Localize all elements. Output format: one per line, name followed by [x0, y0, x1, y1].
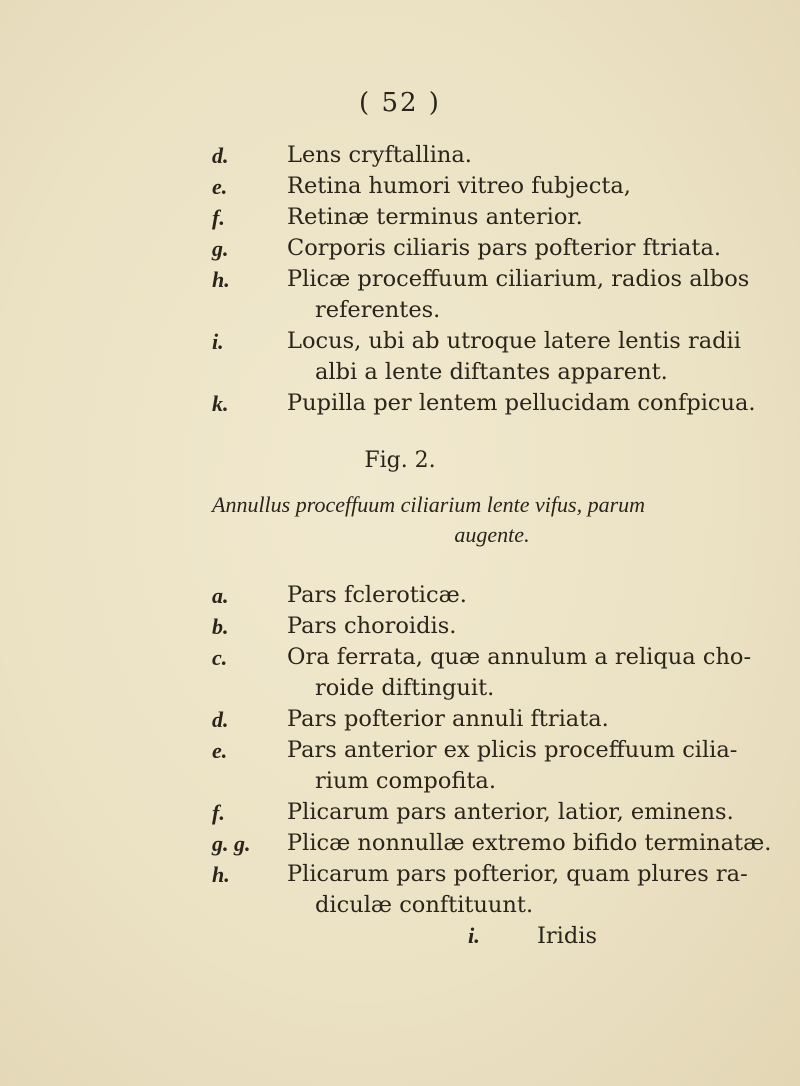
entry-text: [287, 264, 750, 326]
entry-text: [287, 611, 717, 642]
page-number: ( 52 ): [359, 88, 441, 118]
entry-letter: k.: [212, 391, 229, 416]
entry-letter: f.: [212, 800, 225, 825]
entry-letter: e.: [212, 174, 228, 199]
entry-line: Pars pofterior annuli ftriata.: [287, 706, 609, 732]
entry-letter: e.: [212, 738, 228, 763]
entry-letter: h.: [212, 862, 230, 887]
entry-letter: g.: [212, 236, 229, 261]
entry-line: Retinæ terminus anterior.: [287, 204, 583, 230]
entry-text: [287, 797, 734, 828]
entry-line: Plicæ proceffuum ciliarium, radios albos: [287, 266, 750, 292]
entry-letter: b.: [212, 614, 229, 639]
caption-line: Annullus proceffuum ciliarium lente vifus, parum: [212, 492, 646, 517]
entry-text: [287, 202, 717, 233]
entry-line: Pars fcleroticæ.: [287, 582, 467, 608]
entry-text: [287, 233, 722, 264]
entry-text: [287, 326, 741, 388]
entry-line: Plicarum pars anterior, latior, eminens.: [287, 799, 734, 825]
entry-line: Corporis ciliaris pars pofterior ftriata.: [287, 235, 722, 261]
entry-letter: d.: [212, 707, 229, 732]
entry-line: Plicarum pars pofterior, quam plures ra-: [287, 861, 748, 887]
entry-line: referentes.: [315, 297, 441, 323]
entry-letter: i.: [212, 329, 224, 354]
entry-line: roide diftinguit.: [315, 675, 495, 701]
entry-line: Lens cryftallina.: [287, 142, 472, 168]
entry-line: Locus, ubi ab utroque latere lentis radii: [287, 328, 741, 354]
catchword-letter: i.: [468, 923, 480, 948]
entry-line: Pars choroidis.: [287, 613, 457, 639]
entry-text: [287, 859, 748, 921]
entry-line: diculæ conftituunt.: [315, 892, 534, 918]
figure-label: Fig. 2.: [364, 448, 436, 473]
entry-letter: f.: [212, 205, 225, 230]
entry-line: Retina humori vitreo fubjecta,: [287, 173, 631, 199]
entry-letter: g. g.: [212, 831, 251, 856]
entry-text: [287, 735, 738, 797]
entry-letter: c.: [212, 645, 228, 670]
entry-text: [287, 828, 772, 859]
entry-text: [287, 704, 717, 735]
catchword-word: Iridis: [537, 923, 597, 949]
entry-letter: h.: [212, 267, 230, 292]
entry-line: Pars anterior ex plicis proceffuum cilia-: [287, 737, 738, 763]
entry-line: Ora ferrata, quæ annulum a reliqua cho-: [287, 644, 752, 670]
entry-line: albi a lente diftantes apparent.: [315, 359, 668, 385]
entry-text: [287, 642, 752, 704]
caption-line: augente.: [454, 522, 530, 547]
figure-caption: [212, 490, 732, 550]
entry-line: Plicæ nonnullæ extremo bifido terminatæ.: [287, 830, 772, 856]
entry-text: [287, 580, 717, 611]
entry-line: rium compofita.: [315, 768, 496, 794]
entry-text: [287, 140, 717, 171]
entry-letter: d.: [212, 143, 229, 168]
entry-text: [287, 171, 717, 202]
entry-letter: a.: [212, 583, 229, 608]
entry-line: Pupilla per lentem pellucidam confpicua.: [287, 390, 756, 416]
entry-text: [287, 388, 756, 419]
